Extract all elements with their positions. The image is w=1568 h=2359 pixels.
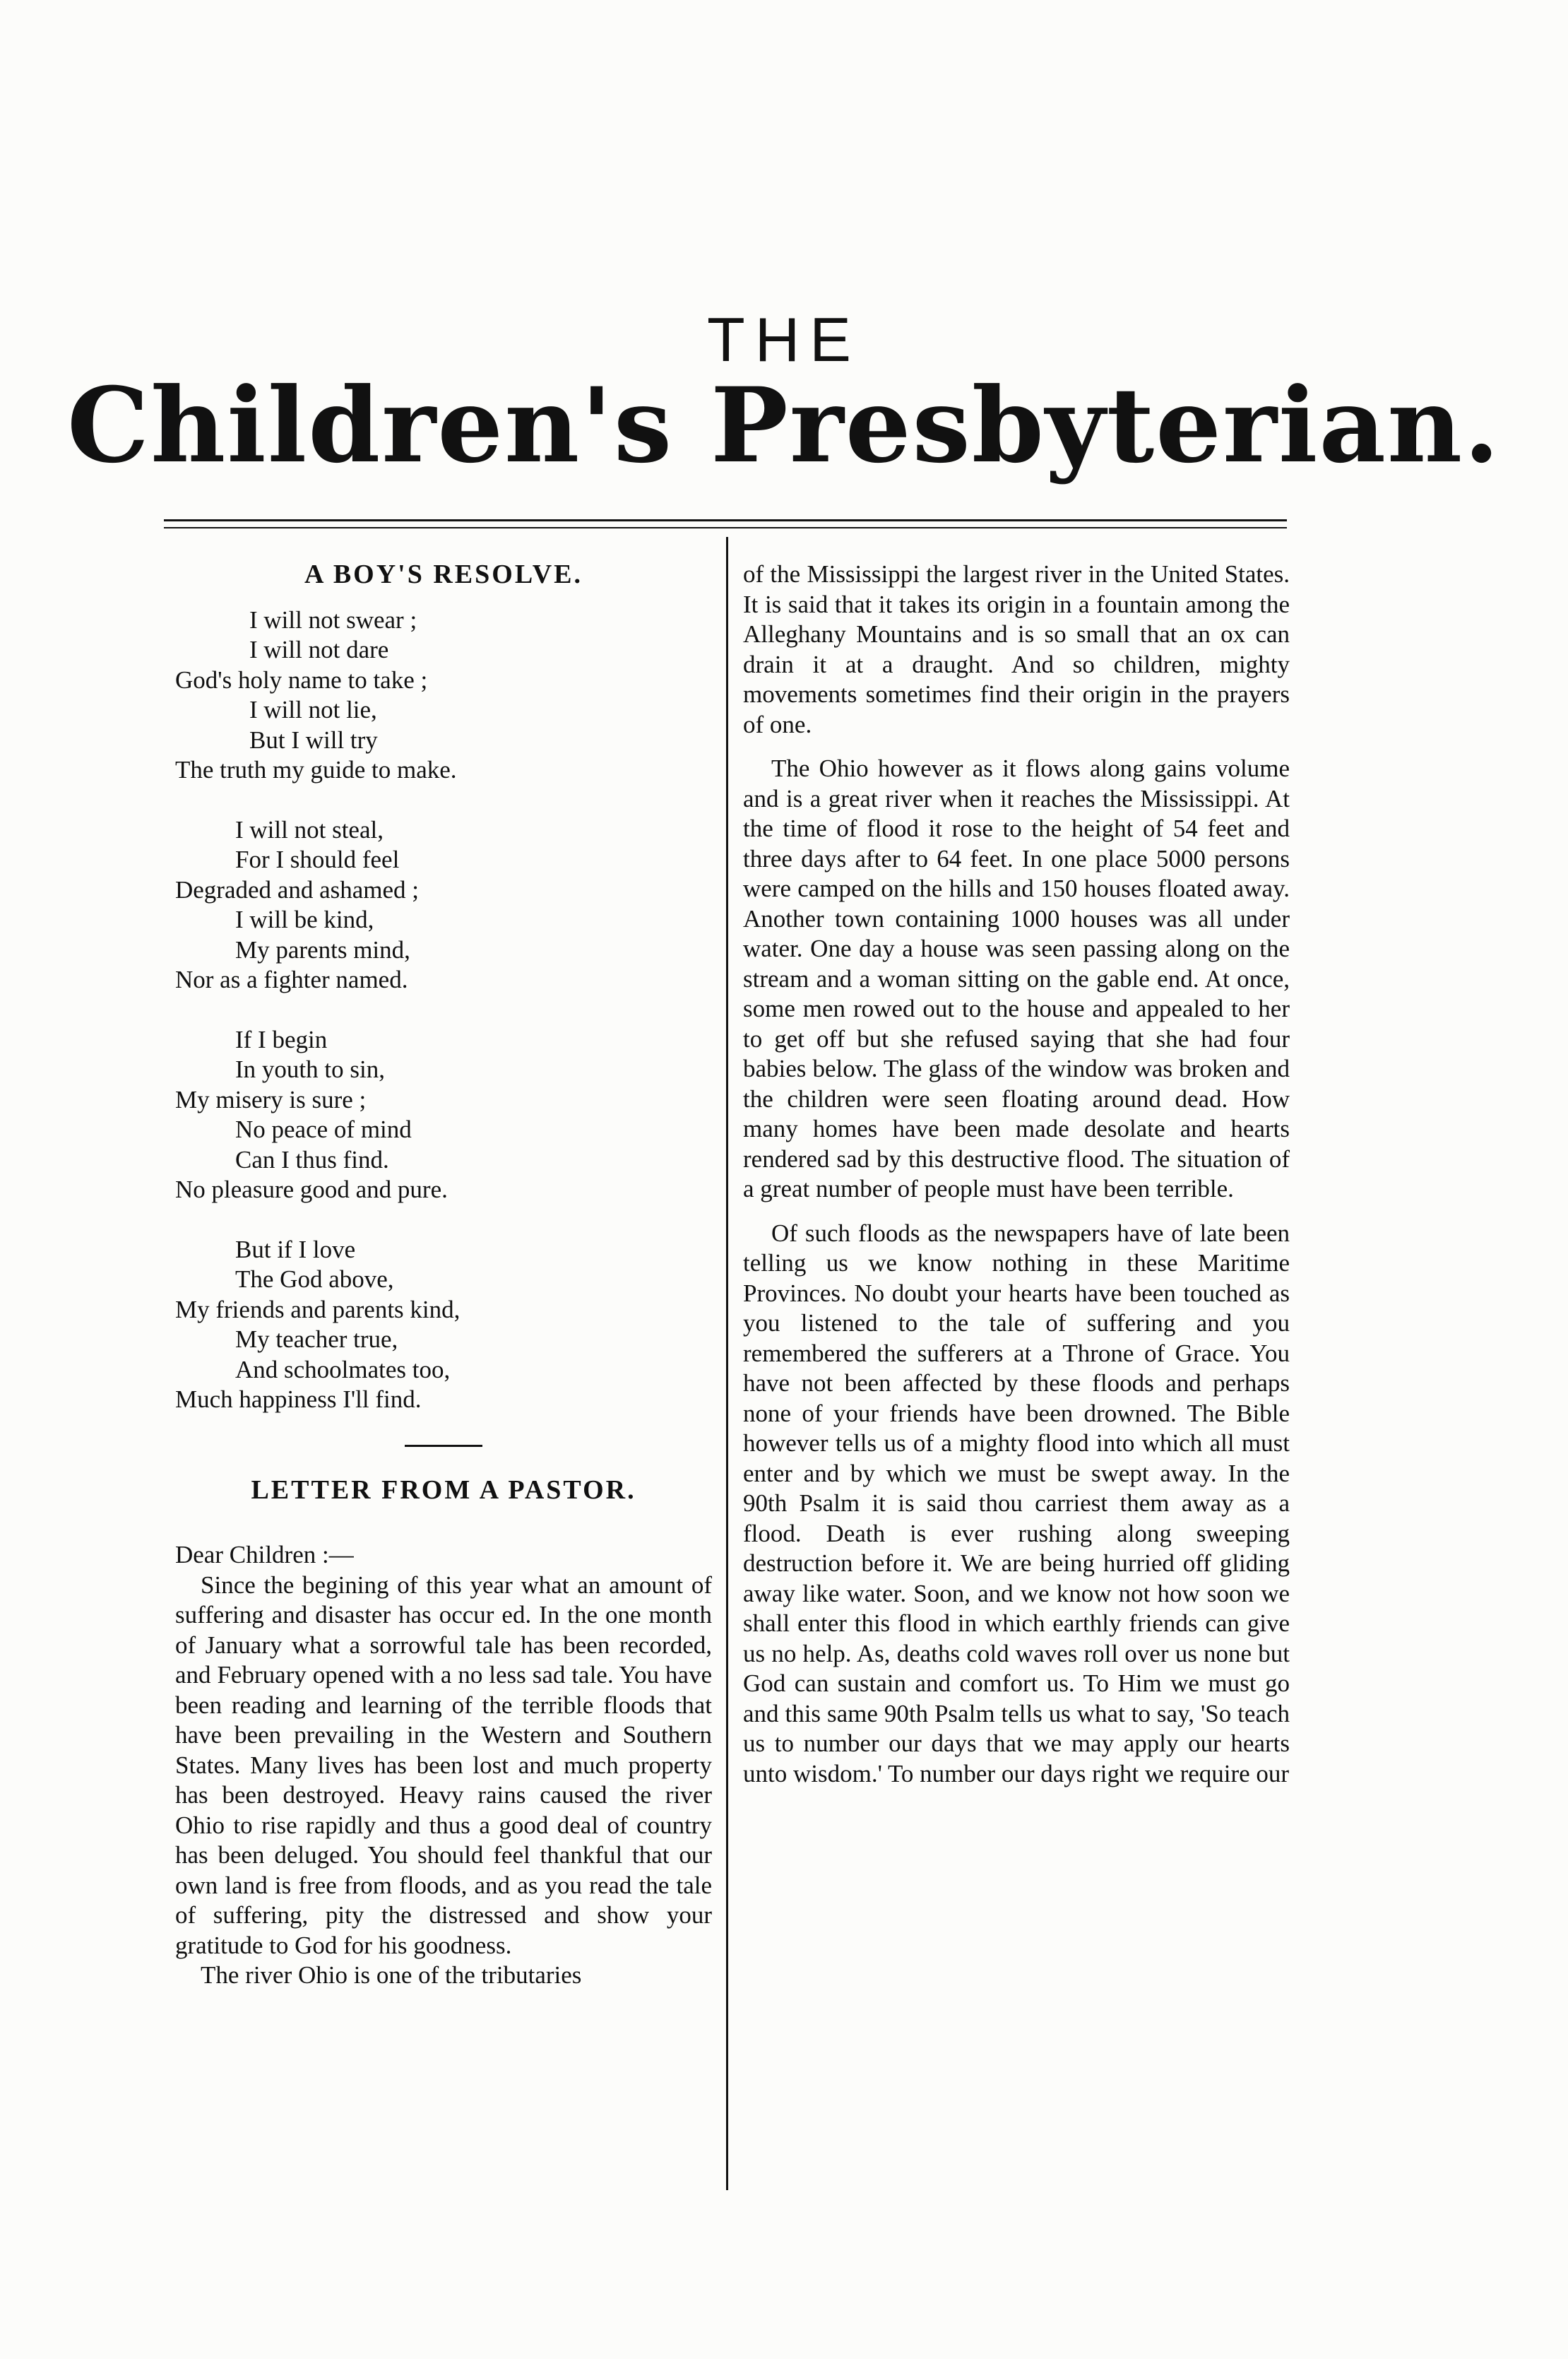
poem-line: I will not swear ;	[249, 605, 417, 634]
poem-line: The God above,	[235, 1265, 394, 1293]
poem-line: Can I thus find.	[235, 1145, 389, 1173]
poem-line: If I begin	[235, 1025, 328, 1053]
poem-line: The truth my guide to make.	[175, 756, 457, 784]
poem-line: No pleasure good and pure.	[175, 1176, 448, 1203]
masthead-rule-top	[164, 519, 1287, 521]
letter-salutation: Dear Children :—	[175, 1541, 354, 1568]
poem-line: And schoolmates too,	[235, 1355, 451, 1383]
poem-line: But if I love	[235, 1235, 356, 1263]
masthead-rule-bottom	[164, 527, 1287, 528]
letter-paragraph: The river Ohio is one of the tributaries	[201, 1961, 582, 1989]
poem-line: In youth to sin,	[235, 1056, 385, 1083]
poem-line: God's holy name to take ;	[175, 666, 428, 694]
poem-line: But I will try	[249, 726, 378, 754]
poem-title: A BOY'S RESOLVE.	[304, 560, 583, 589]
poem-line: Degraded and ashamed ;	[175, 875, 419, 904]
section-divider	[405, 1445, 482, 1447]
left-column	[175, 560, 712, 1991]
column-divider	[726, 537, 728, 2190]
letter-paragraph: The Ohio however as it flows along gains volume and is a great river when it reaches the Mississippi. At the time of flood it rose to the height of 54 feet and three days after to 64 feet. In one place 5000 persons were camped on the hills and 150 houses floated away. Another town containing 1000 houses was all under water. One day a house was seen passing along on the stream and a woman sitting on the gable end. At once, some men rowed out to the house and appealed to her to get off but she refused saying that she had four babies below. The glass of the window was broken and the children were seen floating around dead. How many homes have been made desolate and hearts rendered sad by this destructive flood. The situation of a great number of people must have been terrible.	[743, 755, 1290, 1202]
poem-line: I will not dare	[249, 636, 389, 663]
poem-line: My misery is sure ;	[175, 1085, 367, 1113]
poem-line: I will not lie,	[249, 696, 377, 723]
letter-paragraph: Of such floods as the newspapers have of late been telling us we know nothing in these Maritime Provinces. No doubt your hearts have been touched as you listened to the tale of suffering and you remembered the sufferers at a Throne of Grace. You have not been affected by these floods and perhaps none of your friends have been drowned. The Bible however tells us of a mighty flood into which all must enter and by which we must be swept away. In the 90th Psalm it is said thou carriest them away as a flood. Death is ever rushing along sweeping destruction before it. We are being hurried off gliding away like water. Soon, and we know not how soon we shall enter this flood in which earthly friends can give us no help. As, deaths cold waves roll over us none but God can sustain and comfort us. To Him we must go and this same 90th Psalm tells us what to say, 'So teach us to number our days that we may apply our hearts unto wisdom.' To number our days right we require our	[743, 1219, 1290, 1787]
poem-line: No peace of mind	[235, 1116, 412, 1143]
masthead-the: THE	[707, 305, 861, 374]
poem-stanza	[175, 815, 712, 995]
letter-title: LETTER FROM A PASTOR.	[251, 1474, 636, 1505]
poem-stanza	[175, 1025, 712, 1205]
poem-line: My friends and parents kind,	[175, 1295, 461, 1323]
poem-line: I will not steal,	[235, 815, 384, 844]
poem	[175, 605, 712, 1415]
letter-paragraph: of the Mississippi the largest river in the United States. It is said that it takes its origin in a fountain among the Alleghany Mountains and is so small that an ox can drain it at a draught. And so children, mighty movements sometimes find their origin in the prayers of one.	[743, 560, 1290, 738]
letter-paragraph: Since the begining of this year what an amount of suffering and disaster has occur ed. In the one month of January what a sorrowful tale has been recorded, and February opened with a no less sad tale. You have been reading and learning of the terrible floods that have been prevailing in the Western and Southern States. Many lives has been lost and much property has been destroyed. Heavy rains caused the river Ohio to rise rapidly and thus a good deal of country has been deluged. You should feel thankful that our own land is free from floods, and as you read the tale of suffering, pity the distressed and show your gratitude to God for his goodness.	[175, 1571, 712, 1959]
poem-line: For I should feel	[235, 846, 400, 873]
poem-line: Much happiness I'll find.	[175, 1385, 422, 1413]
right-column	[743, 560, 1290, 1789]
poem-line: My teacher true,	[235, 1325, 398, 1353]
poem-line: I will be kind,	[235, 906, 374, 933]
poem-line: Nor as a fighter named.	[175, 966, 408, 993]
poem-stanza	[175, 605, 712, 786]
masthead-title: Children's Presbyterian.	[66, 365, 1502, 486]
poem-line: My parents mind,	[235, 935, 410, 964]
poem-stanza	[175, 1235, 712, 1415]
